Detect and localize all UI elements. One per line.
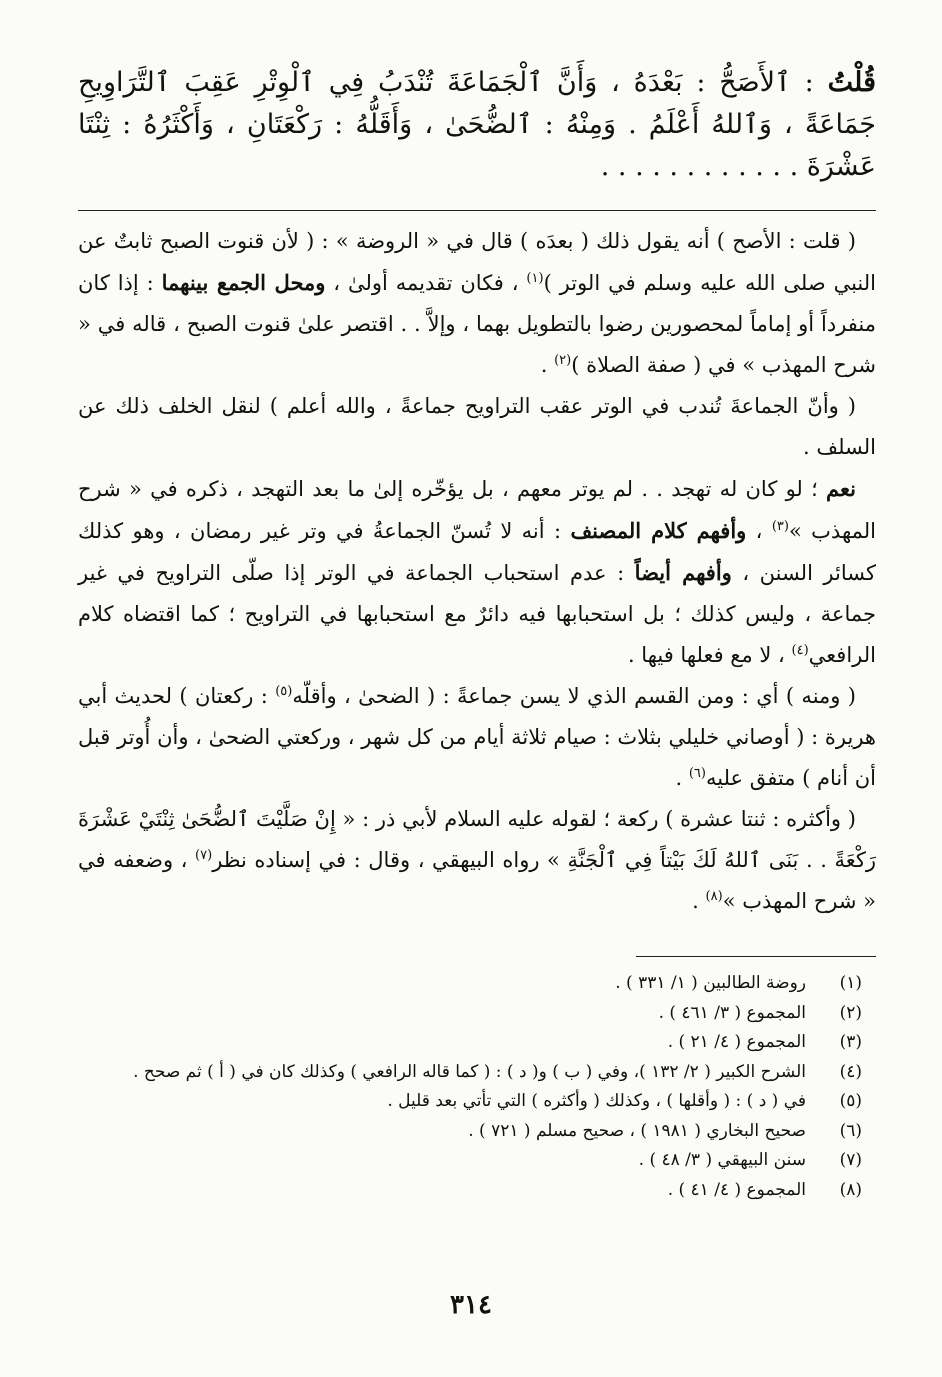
footnote-item	[78, 1087, 862, 1117]
text-run: ( قلت : الأصح ) أنه يقول ذلك ( بعدَه ) قال في « الروضة » : ( لأن قنوت الصبح ثابتٌ عن النبي صلى الله عليه وسلم في الوتر )	[78, 229, 876, 295]
footnote-item	[78, 999, 862, 1029]
footnote-number: (٤)	[839, 1061, 862, 1082]
bold-term: وأفهم أيضاً	[634, 560, 732, 585]
text-run: : عدم استحباب الجماعة في الوتر إذا صلّى التراويح في غير جماعة ، وليس كذلك ؛ بل استحبابها فيه دائرٌ مع استحبابها في التراويح ؛ كما اقتضاه كلام الرافعي	[78, 561, 876, 667]
bold-term: ومحل الجمع بينهما	[161, 270, 326, 295]
text-run: ( وأكثره : ثنتا عشرة ) ركعة ؛ لقوله عليه السلام لأبي ذر : « إِنْ صَلَّيْتَ ٱلضُّحَىٰ ثِنْتَيْ عَشْرَةَ رَكْعَةً . . بَنَى ٱللهُ لَكَ بَيْتاً فِي ٱلْجَنَّةِ » رواه البيهقي ، وقال : في إسناده نظر	[78, 807, 876, 872]
footnote-ref-5[interactable]: (٥)	[275, 684, 293, 699]
footnote-number: (٣)	[839, 1032, 862, 1052]
matn-body: : ٱلأَصَحُّ : بَعْدَهُ ، وَأَنَّ ٱلْجَمَاعَةَ تُنْدَبُ فِي ٱلْوِتْرِ عَقِبَ ٱلتَّرَاوِيحِ جَمَاعَةً ، وَٱللهُ أَعْلَمُ . وَمِنْهُ : ٱلضُّحَىٰ ، وَأَقَلُّهُ : رَكْعَتَانِ ، وَأَكْثَرُهُ : ثِنْتَا عَشْرَةَ .	[78, 67, 876, 182]
footnote-text: روضة الطالبين ( ١/ ٣٣١ ) .	[615, 973, 806, 993]
footnotes-list	[78, 969, 876, 1205]
text-run: .	[675, 766, 683, 790]
footnote-text: الشرح الكبير ( ٢/ ١٣٢ )، وفي ( ب ) و( د ) : ( كما قاله الرافعي ) وكذلك كان في ( أ ) ثم صحح .	[133, 1061, 806, 1082]
text-run: ؛ لو كان له تهجد . . لم يوتر معهم ، بل يؤخّره إلىٰ ما بعد التهجد ، ذكره في « شرح المهذب »	[78, 477, 877, 543]
footnote-text: صحيح البخاري ( ١٩٨١ ) ، صحيح مسلم ( ٧٢١ ) .	[468, 1120, 806, 1141]
text-run: : أنه لا تُسنّ الجماعةُ في وتر غير رمضان ، وهو كذلك كسائر السنن ،	[78, 519, 876, 585]
bold-term: نعم	[826, 476, 856, 501]
bold-term: وأفهم كلام المصنف	[570, 518, 747, 543]
text-run: .	[540, 353, 548, 377]
text-run: : إذا كان منفرداً أو إماماً لمحصورين رضوا بالتطويل بهما ، وإلاَّ . . اقتصر علىٰ قنوت الصبح ، قاله في « شرح المهذب » في ( صفة الصلاة )	[78, 271, 876, 377]
commentary	[78, 221, 876, 922]
footnote-item	[78, 1176, 862, 1206]
footnote-ref-2[interactable]: (٢)	[554, 353, 572, 368]
footnote-number: (٨)	[839, 1179, 862, 1200]
book-page	[78, 62, 876, 1377]
text-run: ، وضعفه في « شرح المهذب »	[78, 848, 876, 913]
footnote-number: (٢)	[839, 1002, 862, 1023]
footnote-ref-7[interactable]: (٧)	[195, 848, 213, 863]
footnote-text: سنن البيهقي ( ٣/ ٤٨ ) .	[638, 1150, 806, 1170]
footnote-number: (٦)	[839, 1120, 862, 1141]
text-run: ، فكان تقديمه أولىٰ ،	[325, 271, 519, 295]
footnote-text: في ( د ) : ( وأقلها ) ، وكذلك ( وأكثره ) التي تأتي بعد قليل .	[387, 1091, 806, 1111]
main-separator	[78, 210, 876, 211]
commentary-paragraph-3	[78, 468, 876, 676]
footnote-ref-4[interactable]: (٤)	[791, 643, 809, 658]
footnote-item	[78, 1058, 862, 1088]
footnote-text: المجموع ( ٤/ ٤١ ) .	[667, 1179, 806, 1200]
footnote-ref-1[interactable]: (١)	[526, 271, 544, 286]
footnote-item	[78, 1028, 862, 1058]
matn-lead: قُلْتُ	[827, 67, 876, 98]
footnote-text: المجموع ( ٣/ ٤٦١ ) .	[658, 1002, 806, 1023]
commentary-paragraph-1	[78, 221, 876, 386]
footnote-ref-8[interactable]: (٨)	[705, 889, 723, 904]
text-run: ( ومنه ) أي : ومن القسم الذي لا يسن جماعةً : ( الضحىٰ ، وأقلّه	[292, 684, 856, 708]
footnote-item	[78, 1117, 862, 1147]
footnote-separator	[636, 956, 876, 957]
commentary-paragraph-4	[78, 676, 876, 799]
footnote-item	[78, 969, 862, 999]
matn-text	[78, 62, 876, 188]
text-run: ،	[746, 519, 763, 543]
page-number: ٣١٤	[450, 1290, 492, 1320]
footnote-text: المجموع ( ٤/ ٢١ ) .	[667, 1032, 806, 1052]
footnote-number: (٧)	[839, 1150, 862, 1170]
matn-dots: . . . . . . . . . . .	[600, 151, 781, 182]
text-run: : ركعتان ) لحديث أبي هريرة : ( أوصاني خليلي بثلاث : صيام ثلاثة أيام من كل شهر ، وركعتي الضحىٰ ، وأن أُوتر قبل أن أنام ) متفق عليه	[78, 684, 876, 790]
footnote-ref-6[interactable]: (٦)	[688, 766, 706, 781]
text-run: ، لا مع فعلها فيها .	[627, 643, 785, 667]
footnote-number: (١)	[839, 973, 862, 993]
commentary-paragraph-5	[78, 799, 876, 922]
commentary-paragraph-2: ( وأنّ الجماعةَ تُندب في الوتر عقب التراويح جماعةً ، والله أعلم ) لنقل الخلف ذلك عن السلف .	[78, 394, 876, 459]
footnote-ref-3[interactable]: (٣)	[771, 519, 789, 534]
footnote-number: (٥)	[839, 1091, 862, 1111]
footnote-item	[78, 1146, 862, 1176]
text-run: .	[692, 889, 699, 913]
